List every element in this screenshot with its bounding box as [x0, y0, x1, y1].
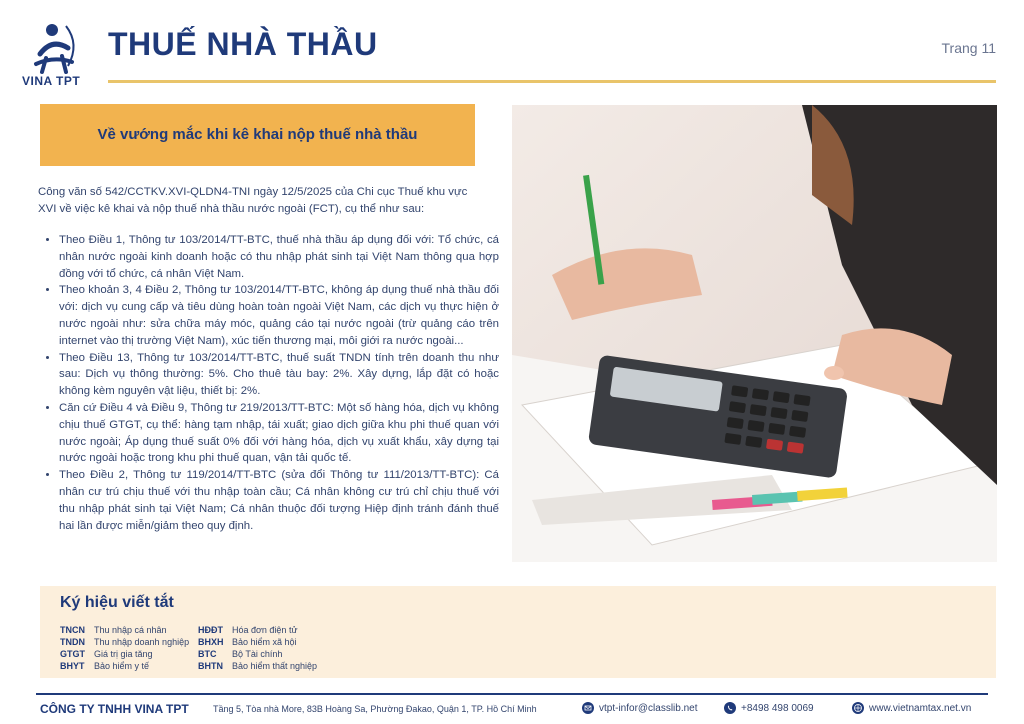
phone-number[interactable]: +8498 498 0069 [741, 702, 814, 714]
company-name: CÔNG TY TNHH VINA TPT [40, 702, 189, 716]
section-title: Về vướng mắc khi kê khai nộp thuế nhà thầu [97, 126, 418, 143]
website-contact[interactable] [852, 702, 971, 714]
phone-contact[interactable] [724, 702, 814, 714]
brand-name: VINA TPT [22, 74, 81, 88]
abbreviation-desc: Thu nhập doanh nghiệp [94, 637, 190, 647]
intro-paragraph: Công văn số 542/CCTKV.XVI-QLDN4-TNI ngày 12/5/2025 của Chi cục Thuế khu vực XVI về việc kê khai và nộp thuế nhà thầu nước ngoài (FCT), cụ thể như sau: [38, 186, 468, 215]
abbreviation-row [198, 660, 317, 672]
abbreviation-code: TNDN [60, 637, 85, 647]
calculator-photo [512, 105, 997, 562]
abbreviation-row [198, 648, 317, 660]
abbreviation-desc: Bảo hiểm xã hội [232, 637, 297, 647]
abbreviation-code: BHXH [198, 637, 224, 647]
email-icon [582, 702, 594, 714]
abbreviations-right-column [198, 624, 317, 672]
bullet-list [38, 232, 499, 534]
abbreviation-code: GTGT [60, 649, 85, 659]
website-link[interactable]: www.vietnamtax.net.vn [869, 702, 972, 714]
abbreviations-panel [40, 586, 996, 678]
abbreviation-desc: Bảo hiểm y tế [94, 661, 150, 671]
company-address: Tầng 5, Tòa nhà More, 83B Hoàng Sa, Phường Đakao, Quận 1, TP. Hồ Chí Minh [213, 704, 537, 714]
abbreviation-desc: Bộ Tài chính [232, 649, 283, 659]
email-link[interactable]: vtpt-infor@classlib.net [599, 702, 698, 714]
abbreviation-row [60, 648, 189, 660]
abbreviation-row [198, 624, 317, 636]
abbreviation-row [60, 660, 189, 672]
section-banner [40, 104, 475, 166]
list-item: • Căn cứ Điều 4 và Điều 9, Thông tư 219/2013/TT-BTC: Một số hàng hóa, dịch vụ không chịu thuế GTGT, cụ thể: hàng tạm nhập, tái xuất; giao dịch giữa khu phi thuế quan với nước ngoài; Áp dụng thuế suất 0% đối với hàng hóa, dịch vụ xuất khẩu, xây dựng tại nước ngoài hoặc trong khu phi thuế quan, vận tải quốc tế. [59, 400, 499, 467]
abbreviation-code: HĐĐT [198, 625, 223, 635]
footer-divider [36, 693, 988, 695]
list-item: • Theo Điều 2, Thông tư 119/2014/TT-BTC (sửa đổi Thông tư 111/2013/TT-BTC): Cá nhân cư trú chịu thuế với thu nhập toàn cầu; Cá nhân không cư trú chỉ chịu thuế với thu nhập phát sinh tại Việt Nam; Cá nhân thuộc đối tượng Hiệp định tránh đánh thuế hai lần được miễn/giảm theo quy định. [59, 467, 499, 534]
abbreviations-title: Ký hiệu viết tắt [60, 594, 174, 611]
header-divider [108, 80, 996, 83]
email-contact[interactable] [582, 702, 698, 714]
list-item: • Theo khoản 3, 4 Điều 2, Thông tư 103/2014/TT-BTC, không áp dụng thuế nhà thầu đối với: dịch vụ cung cấp và tiêu dùng hoàn toàn ngoài Việt Nam, các dịch vụ thực hiện ở nước ngoài như: sửa chữa máy móc, quảng cáo tại nước ngoài (trừ quảng cáo trên internet vào thị trường Việt Nam), xúc tiến thương mại, môi giới ra nước ngoài... [59, 282, 499, 349]
globe-icon [852, 702, 864, 714]
list-item: • Theo Điều 13, Thông tư 103/2014/TT-BTC, thuế suất TNDN tính trên doanh thu như sau: Dịch vụ thông thường: 5%. Cho thuê tàu bay: 2%. Xây dựng, lắp đặt có hoặc không kèm nguyên vật liệu, thiết bị: 2%. [59, 350, 499, 400]
phone-icon [724, 702, 736, 714]
abbreviation-desc: Giá trị gia tăng [94, 649, 153, 659]
abbreviation-row [198, 636, 317, 648]
abbreviation-code: BHTN [198, 661, 223, 671]
page-title: THUẾ NHÀ THẦU [108, 26, 378, 62]
page-number: Trang 11 [941, 40, 996, 56]
abbreviation-desc: Bảo hiểm thất nghiệp [232, 661, 318, 671]
abbreviations-left-column [60, 624, 189, 672]
abbreviation-code: TNCN [60, 625, 85, 635]
abbreviation-row [60, 624, 189, 636]
abbreviation-desc: Thu nhập cá nhân [94, 625, 167, 635]
list-item: • Theo Điều 1, Thông tư 103/2014/TT-BTC, thuế nhà thầu áp dụng đối với: Tổ chức, cá nhân nước ngoài kinh doanh hoặc có thu nhập phát sinh tại Việt Nam thông qua hợp đồng với tổ chức, cá nhân Việt Nam. [59, 232, 499, 282]
abbreviation-row [60, 636, 189, 648]
abbreviation-code: BTC [198, 649, 217, 659]
abbreviation-code: BHYT [60, 661, 85, 671]
abbreviation-desc: Hóa đơn điện tử [232, 625, 298, 635]
